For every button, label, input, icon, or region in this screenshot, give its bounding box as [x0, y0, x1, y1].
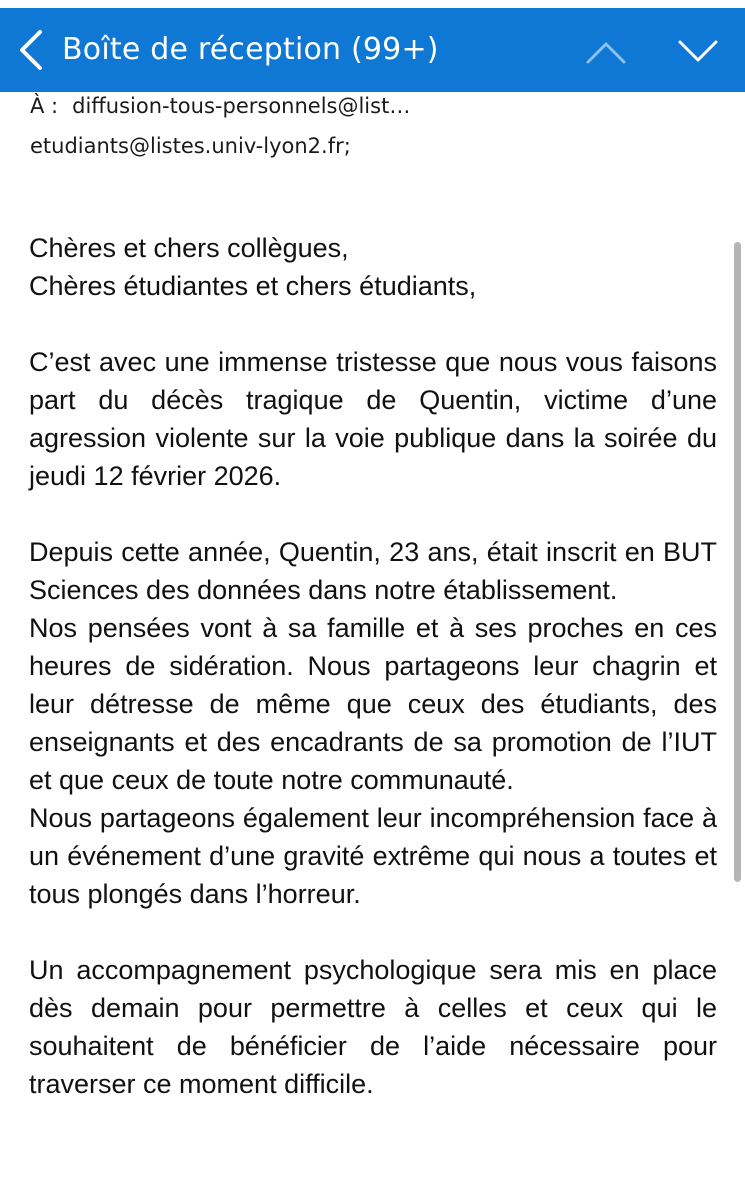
- inbox-title[interactable]: Boîte de réception (99+): [62, 32, 439, 67]
- message-paragraph: C’est avec une immense tristesse que nous vous faisons part du décès tragique de Quentin, victime d’une agression violente sur la voie publique dans la soirée du jeudi 12 février 2026.: [29, 347, 717, 491]
- message-paragraph: Depuis cette année, Quentin, 23 ans, était inscrit en BUT Sciences des données dans notre établissement.: [29, 537, 717, 605]
- back-button[interactable]: [12, 26, 52, 74]
- cc-recipient[interactable]: etudiants@listes.univ-lyon2.fr;: [30, 134, 351, 158]
- to-recipients-row: [30, 90, 410, 122]
- chevron-up-icon: [582, 32, 630, 72]
- to-label: À :: [30, 94, 59, 118]
- previous-message-button[interactable]: [582, 32, 630, 72]
- chevron-left-icon: [12, 26, 52, 74]
- message-paragraph: Nos pensées vont à sa famille et à ses proches en ces heures de sidération. Nous partageons leur chagrin et leur détresse de même que ceux des étudiants, des enseignants et des encadrants de sa promotion de l’IUT et que ceux de toute notre communauté.: [29, 613, 717, 795]
- to-recipient[interactable]: diffusion-tous-personnels@list…: [72, 94, 411, 118]
- chevron-down-icon: [674, 32, 722, 72]
- greeting-line: Chères étudiantes et chers étudiants,: [29, 271, 477, 301]
- mail-header-bar: [0, 8, 745, 92]
- message-body: [29, 229, 717, 1103]
- next-message-button[interactable]: [674, 32, 722, 72]
- scrollbar[interactable]: [734, 242, 741, 882]
- message-paragraph: Un accompagnement psychologique sera mis en place dès demain pour permettre à celles et ceux qui le souhaitent de bénéficier de l’aide nécessaire pour traverser ce moment difficile.: [29, 955, 717, 1099]
- greeting-line: Chères et chers collègues,: [29, 233, 349, 263]
- message-paragraph: Nous partageons également leur incompréhension face à un événement d’une gravité extrême qui nous a toutes et tous plongés dans l’horreur.: [29, 803, 717, 909]
